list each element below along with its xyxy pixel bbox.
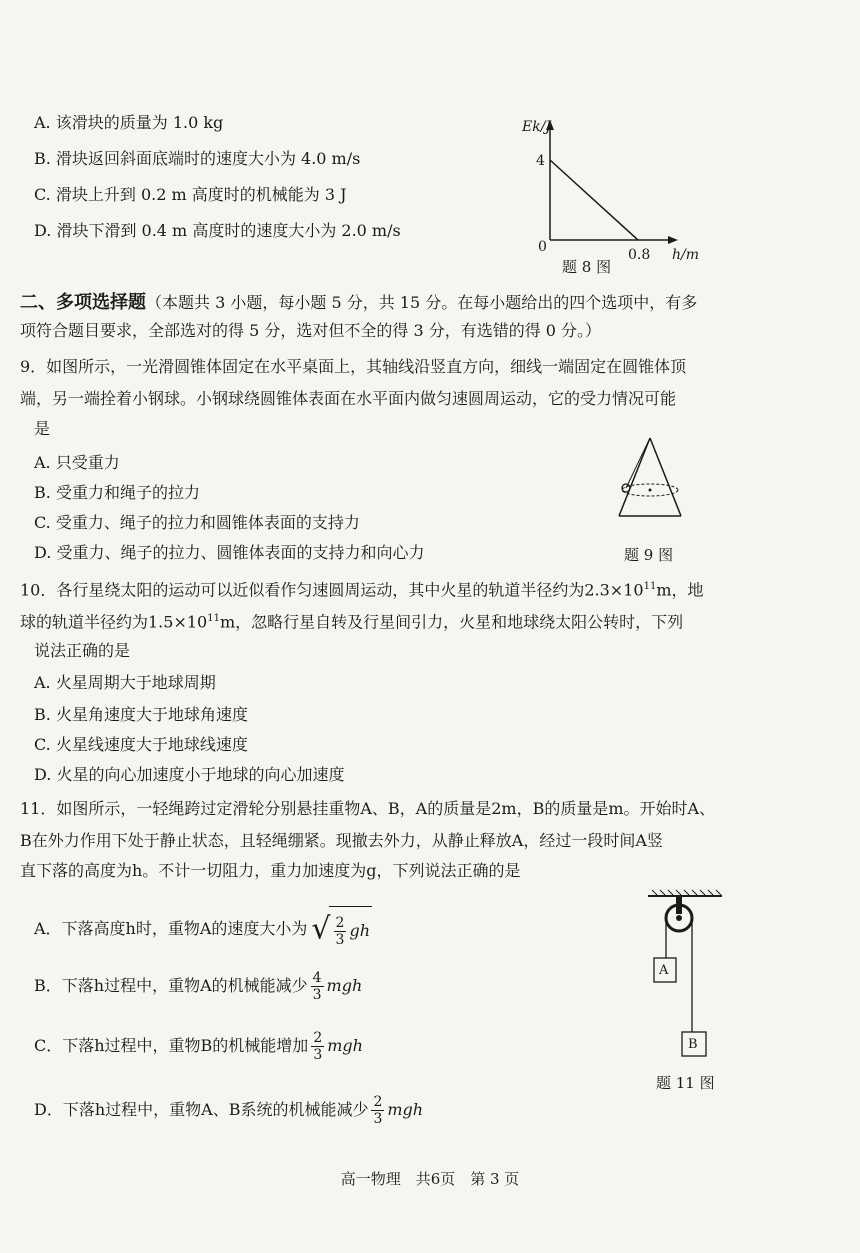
q11-option-d: D．下落h过程中，重物A、B系统的机械能减少 $\frac{2}{3}$ mgh: [34, 1094, 424, 1127]
page-footer: 高一物理 共6页 第 3 页: [340, 1170, 520, 1188]
q10-option-b: B. 火星角速度大于地球角速度: [34, 705, 248, 724]
q9-option-b: B. 受重力和绳子的拉力: [34, 483, 200, 502]
q10-option-c: C. 火星线速度大于地球线速度: [34, 735, 248, 754]
q11-stem-line1: 11．如图所示，一轻绳跨过定滑轮分别悬挂重物A、B，A的质量是2m，B的质量是m。开始时A、: [20, 799, 716, 818]
q9-caption: 题 9 图: [624, 546, 674, 564]
q8-x-axis-label: h/m: [672, 247, 700, 263]
q11-label-a: A: [659, 963, 669, 978]
q11-stem-line2: B在外力作用下处于静止状态，且轻绳绷紧。现撤去外力，从静止释放A，经过一段时间A竖: [20, 831, 663, 850]
q11-stem-line3: 直下落的高度为h。不计一切阻力，重力加速度为g，下列说法正确的是: [20, 861, 521, 880]
q11-option-a: A．下落高度h时，重物A的速度大小为 √ $\frac{2}{3}$ gh: [34, 906, 372, 953]
q10-option-d: D. 火星的向心加速度小于地球的向心加速度: [34, 765, 345, 784]
q11-option-c: C．下落h过程中，重物B的机械能增加 $\frac{2}{3}$ mgh: [34, 1030, 363, 1063]
q9-stem-line2: 端，另一端拴着小钢球。小钢球绕圆锥体表面在水平面内做匀速圆周运动，它的受力情况可能: [20, 389, 677, 408]
q8-option-c: C. 滑块上升到 0.2 m 高度时的机械能为 3 J: [34, 185, 347, 204]
section2-header: [20, 288, 697, 314]
q10-stem-line2: 球的轨道半径约为$1.5\times 10^{11}m$，忽略行星自转及行星间引力，火星和地球绕太阳公转时，下列: [20, 612, 684, 632]
q9-option-c: C. 受重力、绳子的拉力和圆锥体表面的支持力: [34, 513, 360, 532]
q10-stem-line3: 说法正确的是: [34, 641, 131, 660]
q8-y-tick: 4: [536, 153, 545, 169]
q9-option-d: D. 受重力、绳子的拉力、圆锥体表面的支持力和向心力: [34, 543, 425, 562]
q10-option-a: A. 火星周期大于地球周期: [34, 673, 216, 692]
q8-option-d: D. 滑块下滑到 0.4 m 高度时的速度大小为 2.0 m/s: [34, 221, 401, 240]
q11-option-b: B．下落h过程中，重物A的机械能减少 $\frac{4}{3}$ mgh: [34, 970, 363, 1003]
q9-stem-line1: 9．如图所示，一光滑圆锥体固定在水平桌面上，其轴线沿竖直方向，细线一端固定在圆锥体顶: [20, 357, 687, 376]
q11-pulley-figure: [640, 888, 730, 1064]
q8-origin: 0: [538, 239, 547, 255]
sqrt-expression: √ $\frac{2}{3}$ gh: [311, 906, 372, 953]
q8-y-axis-label: Ek/J: [522, 119, 552, 135]
q8-option-b: B. 滑块返回斜面底端时的速度大小为 4.0 m/s: [34, 149, 361, 168]
q9-stem-line3: 是: [34, 419, 51, 438]
q8-option-a: A. 该滑块的质量为 1.0 kg: [34, 113, 224, 132]
q11-caption: 题 11 图: [656, 1074, 715, 1092]
section2-intro-line2: 项符合题目要求，全部选对的得 5 分，选对但不全的得 3 分，有选错的得 0 分。）: [20, 321, 602, 340]
section2-heading: 二、多项选择题: [20, 292, 146, 313]
q11-label-b: B: [688, 1037, 698, 1052]
q9-cone-figure: [605, 436, 695, 524]
q9-option-a: A. 只受重力: [34, 453, 120, 472]
q8-caption: 题 8 图: [562, 258, 612, 276]
q8-x-tick: 0.8: [628, 247, 651, 263]
section2-intro: （本题共 3 小题，每小题 5 分，共 15 分。在每小题给出的四个选项中，有多: [146, 293, 698, 312]
q10-stem-line1: 10．各行星绕太阳的运动可以近似看作匀速圆周运动，其中火星的轨道半径约为$2.3\times 10^{11}m$，地: [20, 580, 704, 600]
